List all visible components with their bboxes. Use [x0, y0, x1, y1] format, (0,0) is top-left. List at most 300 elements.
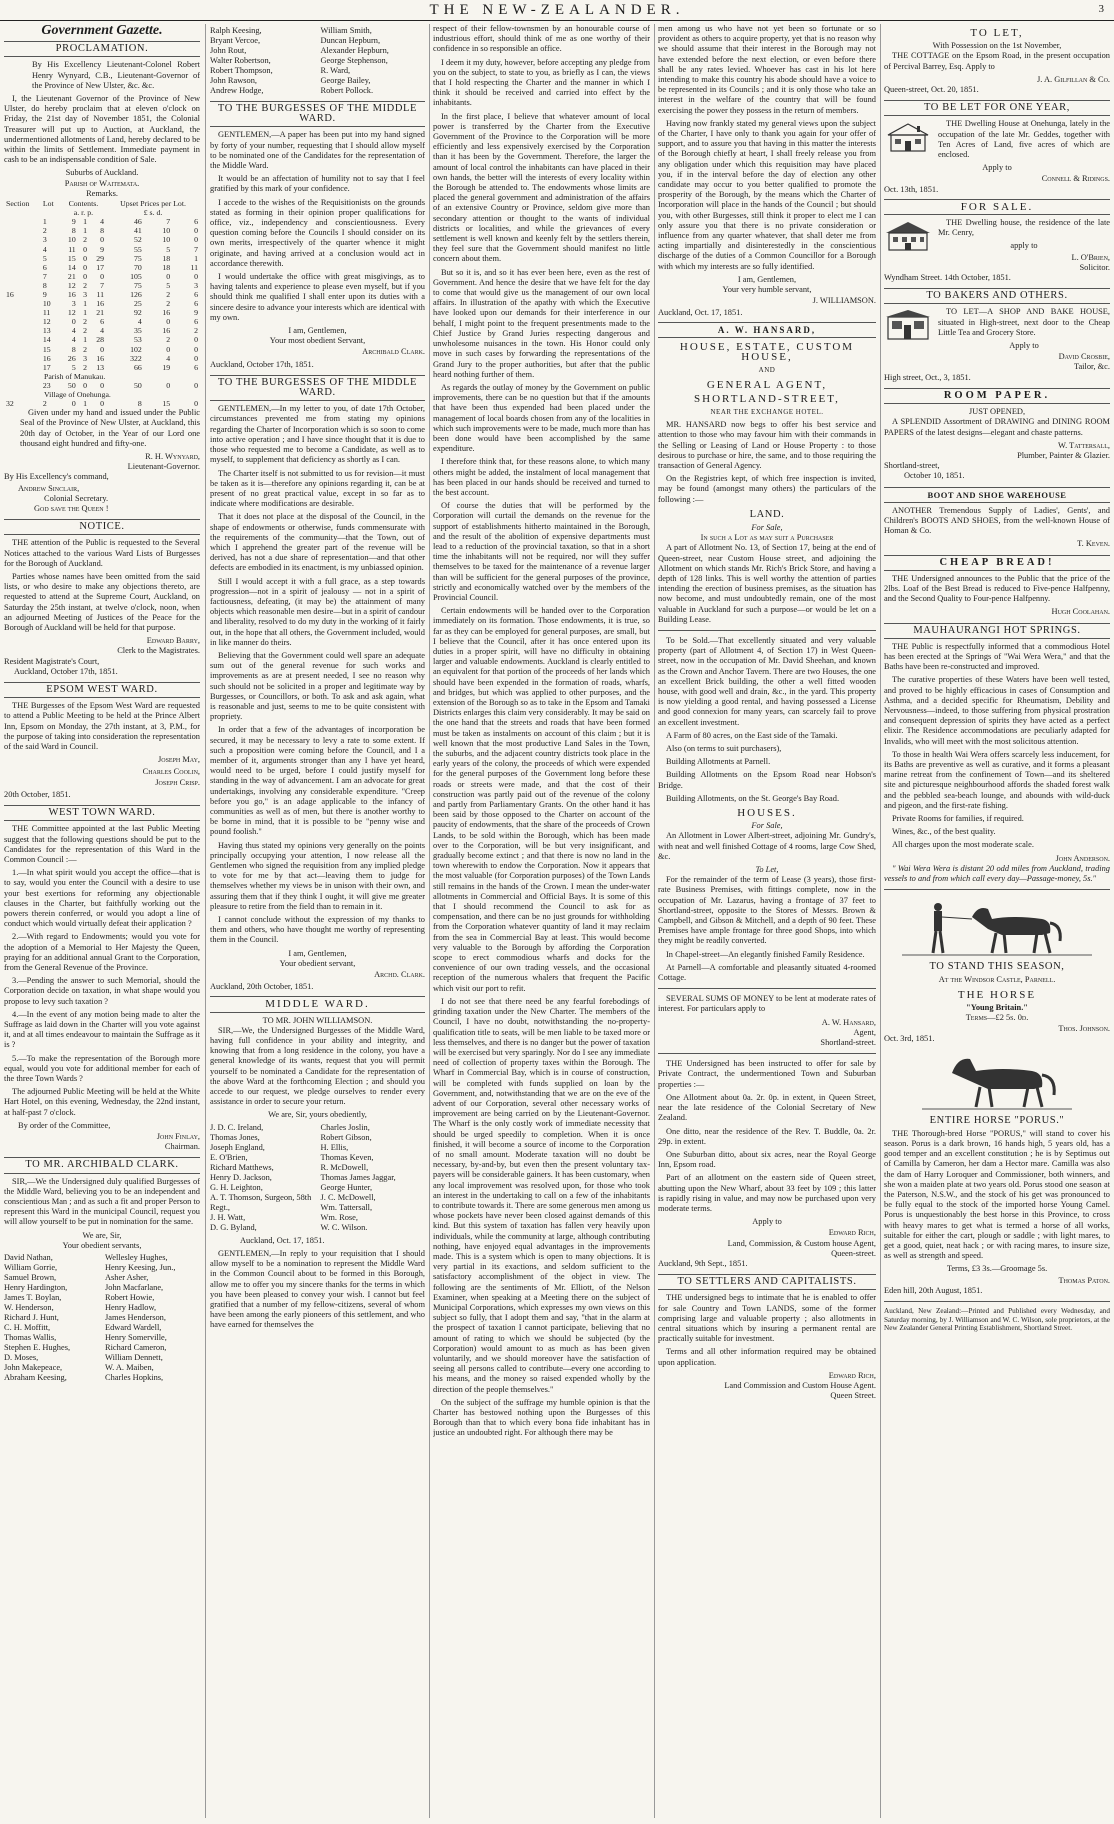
to-let-label: To Let,	[755, 865, 779, 875]
table-row: 17 5 2 13 66 19 6	[42, 362, 198, 372]
signature-title: Shortland-street.	[820, 1038, 876, 1048]
notice-body: THE attention of the Public is requested to the Several Notices attached to the various Ward Lists of Burgesses for the Borough of Auckland.	[4, 538, 200, 568]
signature-title: Plumber, Painter & Glazier.	[1017, 450, 1110, 460]
springs-note: " Wai Wera Wera is distant 20 odd miles from Auckland, trading vessels to and from which call every day—Passage-money, 5s."	[884, 863, 1110, 884]
table-row: 5 15 0 29 75 18 1	[42, 253, 198, 263]
ad-date: Eden hill, 20th August, 1851.	[884, 1285, 983, 1295]
table-row: 2 8 1 8 41 10 0	[42, 226, 198, 236]
springs-paragraph: To those in health Wai Wera offers scarcely less inducement, for its Baths are preventive as well as curative, and it forms a pleasant marine retreat from the confinement of Town—and its sheltered site and picturesque neighbourhood affords the shaded forest walk and the pebbled sea-beach lounge, and abounds with wild-duck and pigeon, and the first-rate fishing.	[884, 749, 1110, 810]
boots-heading: BOOT AND SHOE WAREHOUSE	[884, 487, 1110, 503]
signatory-name: A. T. Thomson, Surgeon, 58th Regt.,	[210, 1192, 312, 1212]
porus-heading: ENTIRE HORSE "PORUS."	[929, 1114, 1065, 1126]
remarks-label: Remarks.	[86, 188, 118, 198]
signatory-name: Wm. Rose,	[320, 1212, 358, 1222]
question-item: 5.—To make the representation of the Borough more equal, would you vote for additional member for each of the three Town Wards ?	[4, 1053, 200, 1083]
order-line: By order of the Committee,	[18, 1120, 111, 1130]
col-contents: Contents.	[68, 199, 99, 209]
letter-paragraph: SIR,—We, the Undersigned Burgesses of the Middle Ward, having full confidence in your ability and integrity, and knowing that from a long residence in the colony, you have a general knowledge of its wants, request that you will permit yourself to be nominated a Candidate for the representation of the above Ward at the forthcoming Election ; and should you accede to our request, we pledge ourselves to render every assistance in order to secure your return.	[210, 1025, 425, 1107]
letter-paragraph: In the first place, I believe that whatever amount of local power is transferred by the Charter from the Executive Government of the Province to the Corporation will be more efficiently and less expensively exercised by the Corporation than it has been by the Government. Therefore, the larger the amount of local control the inhabitants can have placed in their own hands, the better will the interests of every locality within the Borough be attended to. The endowments whose limits are placed the general government and administration of the affairs of an extensive Country or Province, seldom give more than secondary attention or thought to the wants of individual districts or localities, and while the grievances of every settlement is well known and keenly felt by the settlers therein, they feel sure that the Government should manifest no little concern about them.	[433, 111, 650, 264]
settlers-body: THE undersigned begs to intimate that he is enabled to offer for sale Country and Town LANDS, some of the former comprising large and valuable property ; also allotments in central situations which by insuring a permanent rental are practically suitable for investment.	[658, 1293, 876, 1344]
table-row: 23 50 0 0 50 0 0	[42, 380, 198, 390]
signatory-name: R. McDowell,	[320, 1162, 369, 1172]
settlers-heading: TO SETTLERS AND CAPITALISTS.	[658, 1274, 876, 1290]
signature: John Anderson.	[1055, 853, 1110, 863]
letter-paragraph: As regards the outlay of money by the Government on public improvements, there can be no question but that if the amounts that have been thus expended had been placed under the management of local boards chosen from any of the localities in which such improvements were to be made, much more than has been done would have been accomplished by the same expenditure.	[433, 382, 650, 454]
signatory-name: Wm. Tattersall,	[320, 1202, 373, 1212]
middle-ward-heading: TO THE BURGESSES OF THE MIDDLE WARD.	[210, 375, 425, 401]
money-body: SEVERAL SUMS OF MONEY to be lent at moderate rates of interest. For particulars apply to	[658, 994, 876, 1014]
signatory-name: Robert Gibson,	[320, 1132, 372, 1142]
shop-icon	[884, 309, 932, 341]
ad-date: Wyndham Street. 14th October, 1851.	[884, 273, 1011, 283]
bakers-body: TO LET—A SHOP AND BAKE HOUSE, situated in High-street, next door to the Cheap Little Tea and Grocery Store.	[938, 307, 1110, 337]
question-item: 4.—In the event of any motion being made to alter the Suffrage as laid down in the Charter will you vote against it, and at all times endeavour to maintain the Suffrage as it is ?	[4, 1009, 200, 1050]
meeting-notice: The adjourned Public Meeting will be held at the White Hart Hotel, on this evening, Wednesday, the 22nd instant, at half-past 7 o'clock.	[4, 1087, 200, 1117]
hansard-body: On the Registries kept, of which free inspection is invited, may be found (amongst many others) the particulars of the following :—	[658, 474, 876, 504]
signatory-name: W. Henderson,	[4, 1303, 54, 1313]
signatory-name: Bryant Vercoe,	[210, 36, 261, 45]
signatory-name: G. H. Leighton,	[210, 1182, 263, 1192]
signatory-name: Edward Wardell,	[105, 1323, 162, 1333]
signature-title: Tailor, &c.	[1073, 362, 1110, 372]
listing-paragraph: Building Allotments at Parnell.	[666, 757, 771, 767]
letter-date: Auckland, October 17th, 1851.	[210, 359, 314, 369]
proclamation-heading: PROCLAMATION.	[4, 41, 200, 57]
signatory-name: J. C. McDowell,	[320, 1192, 376, 1202]
table-row: 1 9 1 4 46 7 6	[42, 217, 198, 227]
question-item: 3.—Pending the answer to such Memorial, should the Corporation decide on taxation, in what shape would you propose to levy such taxation ?	[4, 976, 200, 1006]
signatory-name: Ralph Keesing,	[210, 26, 262, 35]
letter-date: Auckland, 20th October, 1851.	[210, 982, 314, 992]
signature: Thomas Paton.	[1058, 1275, 1110, 1285]
signature: L. O'Brien,	[1071, 252, 1110, 262]
ad-date: October 10, 1851.	[904, 471, 965, 481]
signature: Edward Rich,	[828, 1370, 876, 1380]
clark-body: SIR,—We the Undersigned duly qualified Burgesses of the Middle Ward, believing you to be an independent and conscientious Man ; and as such a fit and proper Person to represent this Ward in the municipal Council, request you will allow yourself to be put in nomination for the same.	[4, 1176, 200, 1227]
signatory-name: D. G. Byland,	[210, 1222, 257, 1232]
signatory-name: Robert Howie,	[105, 1293, 155, 1303]
signatory-name: E. O'Brien,	[210, 1152, 248, 1162]
table-row: 11 12 1 21 92 16 9	[42, 308, 198, 318]
table-row: 13 4 2 4 35 16 2	[42, 326, 198, 336]
settlers-body: Terms and all other information required may be obtained upon application.	[658, 1347, 876, 1367]
table-row: 15 8 2 0 102 0 0	[42, 344, 198, 354]
signatory-name: John Rawson,	[210, 76, 257, 85]
listing-paragraph: To be Sold.—That excellently situated and very valuable property (part of Allotment 4, of Section 17) in West Queen-street, now in the occupation of Mr. David Sheehan, and known as the Crown and Anchor Tavern. There are two Houses, the one an excellent Brick building, the other a well fitted wooden house, with good well and drain, &c., in the yard. This property is now yielding a good rental, and having possessed a License and good connexion for many years, can scarcely fail to prove an excellent investment.	[658, 635, 876, 727]
signature: A. W. Hansard,	[821, 1017, 876, 1027]
signatory-name: H. Ellis,	[320, 1142, 349, 1152]
signatory-name: Robert Thompson,	[210, 66, 273, 75]
signatory-name: C. H. Moffitt,	[4, 1323, 51, 1333]
apply-line: Apply to	[1009, 341, 1039, 351]
signatory-name: John Makepeace,	[4, 1363, 63, 1373]
listing-paragraph: At Parnell—A comfortable and pleasantly situated 4-roomed Cottage.	[658, 962, 876, 983]
epsom-heading: EPSOM WEST WARD.	[4, 682, 200, 698]
signatory-name: Richard Matthews,	[210, 1162, 274, 1172]
col-lot: Lot	[42, 199, 54, 209]
signature-title: Queen-street.	[831, 1248, 876, 1258]
letter-paragraph: GENTLEMEN,—A paper has been put into my hand signed by forty of your number, requesting that I should allow myself to be nominated one of the Candidates for the representation of the Middle Ward.	[210, 130, 425, 171]
addressee: TO MR. JOHN WILLIAMSON.	[262, 1015, 373, 1025]
westtown-body: THE Committee appointed at the last Public Meeting suggest that the following questions should be put to the Candidates for the representation of this Ward in the Common Council :—	[4, 824, 200, 864]
signatory-name: Thomas Keven,	[320, 1152, 374, 1162]
table-row: 16 26 3 16 322 4 0	[42, 353, 198, 363]
col-price: Upset Prices per Lot.	[120, 199, 186, 209]
column-1	[4, 24, 200, 1818]
listing-item: One Allotment about 0a. 2r. 0p. in extent, in Queen Street, near the late residence of the Colonial Secretary of New Zealand.	[658, 1092, 876, 1123]
porus-body: THE Thorough-bred Horse "PORUS," will stand to cover his season. Porus is a dark brown, 16 hands high, 5 years old, has a good temper and an excellent constitution ; he is by Septimus out of Camilla by Cameron, her dam a Hector mare. Camilla was also the dam of Harry Loroquer and Commissioner, both winners, and she won a maiden plate at two years old. Porus stood one season at the Paterson, N.S.W., and the stock of his get was pronounced to be fully equal to the stock of the imported horse Young Camel. Porus is unquestionably the best horse in this Province, to cross with heavy mares to get what is termed a horse of all works, suitable for either the cart, plough or saddle ; with light mares, to get a good, quiet, neat hack ; or with racing mares, to insure size, as well as strength and speed.	[884, 1128, 1110, 1261]
printer-imprint: Auckland, New Zealand:—Printed and Published every Wednesday, and Saturday morning, by J. Williamson and W. C. Wilson, sole proprietors, at the New Zealander General Printing Establishment, Shortland Street.	[884, 1307, 1110, 1333]
parish-2: Parish of Manukau.	[44, 371, 106, 381]
oneyear-body: THE Dwelling House at Onehunga, lately in the occupation of the late Mr. Geddes, together with Ten Acres of Land, five acres of which are enclosed.	[938, 119, 1110, 160]
notice-body: Parties whose names have been omitted from the said lists, or who desire to make any objections thereto, are requested to attend at the Supreme Court, Auckland, on Saturday the 25th instant, at twelve o'clock, noon, when an adjourned Meeting of Justices of the Peace for the Borough of Auckland will be held for that purpose.	[4, 572, 200, 633]
signatory-name: William Gorrie,	[4, 1263, 58, 1273]
epsom-body: THE Burgesses of the Epsom West Ward are requested to attend a Public Meeting to be held at the Prince Albert Inn, Epsom on Monday, the 27th instant, at 3, P.M., for the purpose of taking into consideration the representation of the said Ward in Council.	[4, 701, 200, 752]
signatory-name: Charles Joslin,	[320, 1122, 370, 1132]
oneyear-heading: TO BE LET FOR ONE YEAR,	[884, 100, 1110, 116]
table-row: 7 21 0 0 105 0 0	[42, 271, 198, 281]
ad-date: High street, Oct., 3, 1851.	[884, 372, 971, 382]
closing-line: I am, Gentlemen,	[737, 274, 797, 284]
question-item: 2.—With regard to Endowments; would you vote for the adoption of a Memorial to Her Majesty the Queen, praying for an additional annual Grant to the Corporation, from the General Revenue of the Province.	[4, 932, 200, 972]
apply-line: Apply to	[752, 1217, 782, 1227]
for-sale-label: For Sale,	[751, 522, 783, 532]
letter-paragraph: That it does not place at the disposal of the Council, in the shape of endowments or otherwise, funds commensurate with the requirements of the community—that the Town, out of which I apprehend the greater part of the revenue will be derived, has not a due share of representation—and that other defects are embodied in its enactment, is my unbiassed opinion.	[210, 512, 425, 573]
closing-line: I am, Gentlemen,	[288, 948, 347, 958]
signature: T. Keven.	[1077, 539, 1110, 549]
signatory-name: Stephen E. Hughes,	[4, 1343, 71, 1353]
signature: Connell & Ridings.	[1041, 174, 1110, 184]
signatory-name: Richard Cameron,	[105, 1343, 167, 1353]
signatory-name: Walter Robertson,	[210, 56, 271, 65]
clark-heading: TO MR. ARCHIBALD CLARK.	[4, 1157, 200, 1173]
young-venue: At the Windsor Castle, Parnell.	[938, 975, 1056, 985]
signatories	[210, 1123, 425, 1233]
suburbs-label: Suburbs of Auckland.	[65, 168, 139, 178]
signatory-name: Duncan Hepburn,	[320, 36, 381, 45]
notice-date: Auckland, October 17th, 1851.	[14, 666, 118, 676]
bread-body: THE Undersigned announces to the Public that the price of the 2lbs. Loaf of the Best Bread is reduced to Five-pence Halfpenny, and the Second Quality to Four-pence Halfpenny.	[884, 573, 1110, 604]
letter-date: Auckland, Oct. 17, 1851.	[240, 1235, 325, 1245]
letter-paragraph: I deem it my duty, however, before accepting any pledge from you on the subject, to state to you, as briefly as I can, the views that I hold respecting the Charter and the manner in which I think it should be received and carried into effect by the inhabitants.	[433, 57, 650, 108]
table-row: 12 0 2 6 4 0 6	[42, 317, 198, 327]
letter-date: Auckland, Oct. 17, 1851.	[658, 308, 743, 318]
signature: David Crosbie,	[1058, 352, 1110, 362]
springs-paragraph: Wines, &c., of the best quality.	[892, 827, 996, 837]
signature-title: Lieutenant-Governor.	[127, 462, 200, 472]
signatory-name: Asher Asher,	[105, 1273, 149, 1283]
signatory-name: D. Moses,	[4, 1353, 39, 1363]
springs-heading: MAUHAURANGI HOT SPRINGS.	[884, 623, 1110, 639]
letter-paragraph: Of course the duties that will be performed by the Corporation will curtail the demands on the revenue for the support of establishments hitherto maintained in the Borough, and the result of the abolition of expensive departments must lead to a reduction of the provincial taxation, so that in a short time the inhabitants will not be required, nor will they suffer themselves to be taxed for the maintenance of a revenue larger than will be sufficient for the general purposes of the province, strictly and economically watched over by the members of the Provincial Council.	[433, 501, 650, 602]
letter-paragraph: I would undertake the office with great misgivings, as to having talents and experience to please even myself, but if you should think me qualified I shall enter upon its duties with a sincere desire to advance your interests which are identical with my own.	[210, 272, 425, 322]
signatory-name: Henry Keesing, Jun.,	[105, 1263, 176, 1273]
letter-paragraph: I do not see that there need be any fearful forebodings of grinding taxation under the New Charter. The members of the Council, I have no doubt, notwithstanding the no-property-qualification title to seats, will be men liable to be taxed more or less themselves, and there is no danger but the power of taxation will be exercised but very sparingly. Nor do I see any immediate need of collection of property taxes within the Borough. The Wharf in Commercial Bay, which is in course of construction, will be completed with funds supplied on loan by the Government, and, notwithstanding that we are on the eve of the advent of our Corporation, several other necessary works of improvement are being carried on by the Lieutenant-Governor. The Wharf is the only costly work of immediate necessity that should be urged speedily to completion. When it is once finished, it will become a source of income to the Corporation of no small amount. Moderate taxation will no doubt be necessary, by-and-by, but even then the present voluntary tax-payers will be considerable gainers. It has been customary, when any local improvement was resolved upon, for those who took an interest in the undertaking to call on a few of the inhabitants to contribute towards it. There are some generous men among us whose pockets have never been closed against demands of this kind. But this system of taxation has fallen very heavily upon individuals, while the community at large, although contributing nothing, have enjoyed equal advantages in the improvements made. This is a system which is open to many objections. It is very partial in its exactions, and seldom sufficient to the satisfactory accomplishment of the object in view. The following are the sentiments of Mr. Elliott, of the Nelson Examiner, when speaking at a Meeting there on the subject of Municipal Corporations, which expresses my own views on this subject so fully, that I adopt them and say, "that in the alarm at the prospect of taxation I cannot participate, believing that no amount of rating to which we should be subjected (by the Corporation) would amount to as much as has been given voluntarily, and we should moreover have the satisfaction of seeing all persons called to contribute—every one according to his means, and the money so raised expended wholly by the direction of the people themselves."	[433, 996, 650, 1394]
divider	[658, 630, 876, 631]
signature-title: Chairman.	[164, 1142, 200, 1152]
signature: W. Tattersall,	[1057, 440, 1110, 450]
forsale-body: THE Dwelling house, the residence of the late Mr. Cenry,	[938, 218, 1110, 238]
signatory-name: Henry Hadlow,	[105, 1303, 157, 1313]
signatories	[210, 26, 425, 96]
letter-paragraph: The Charter itself is not submitted to us for revision—it must be taken as it is—therefore any opinions regarding it, can be at present of no great practical value, except in so far as to indicate where modifications are desirable.	[210, 468, 425, 509]
letter-paragraph: Certain endowments will be handed over to the Corporation immediately on its formation. Those endowments, it is true, so far as they can be employed for general purposes, are small, but I believe that the Council, after it has once entered upon its duties in a proper spirit, will have no difficulty in obtaining larger and valuable endowments. Auckland is clearly entitled to an equivalent for that portion of the proceeds of her lands which should have been expended in the formation of roads, wharfs, and bridges, but which was applied to other purposes, and the extension of the Borough so as to take in the Epsom and Tamaki Districts enlarges this claim very considerably. It may be said on the one hand that the streets and roads that have been formed must be taken as instalments on account of this claim ; but it is well known that the most productive Land Sales in the Town, the suburbs, and the adjacent country districts took place in the early years of the colony, the proceeds of which were expended for the general purposes of the Government long before these roads or streets were made, and that the cost of their construction was partly paid out of the revenue of the colony and partly from Parliamentary Grants. On the other hand it has been said by those opposed to the Charter on account of the paucity of endowments, that the share of the proceeds of Crown Lands, to be sold within the Borough, which has been made over to the Corporation, will be but very insignificant, and gradually become extinct ; and that there is now no land in the town wherewith to endow the Corporation. Now it appears that the most valuable (for Corporation purposes) of the Town Lands still remains in the hands of the Crown. I mean the under-water allotments in Commercial and Official Bays. It is some of this that I should recommend the Council to ask for as compensation, and there can be no just grounds for withholding from the Corporation whatever quantity of land it may reclaim from the sea in Commercial Bay at least. This would become very valuable to the Borough by affording the Corporation scope to erect commodious wharfs and docks for the convenience of our own trading vessels, and the occasional reception of the numerous whalers that frequent the Pacific which visit our port to refit.	[433, 606, 650, 993]
letter-paragraph: It would be an affectation of humility not to say that I feel gratified by this mark of your confidence.	[210, 174, 425, 194]
listing-date: Auckland, 9th Sept., 1851.	[658, 1258, 748, 1268]
horse-icon	[892, 1049, 1102, 1111]
column-rule	[654, 24, 655, 1818]
forsale-heading: FOR SALE.	[884, 199, 1110, 215]
listing-item: Part of an allotment on the eastern side of Queen street, abutting upon the New Wharf, about 33 feet by 109 ; this latter is rapidly rising in value, and may now be purchased upon very moderate terms.	[658, 1173, 876, 1213]
signature-title: Agent,	[853, 1027, 876, 1037]
village-label: Village of Onehunga.	[44, 390, 111, 400]
for-sale-label: For Sale,	[751, 821, 783, 831]
porus-terms: Terms, £3 3s.—Groomage 5s.	[946, 1264, 1048, 1274]
hansard-body: MR. HANSARD now begs to offer his best service and attention to those who may favour him with their commands in the Selling or Leasing of Land or House Property : to those desirous to purchase or hire, the same, and to those requiring the transaction of General Agency.	[658, 420, 876, 470]
letter-paragraph: I therefore think that, for these reasons alone, to which many others might be added, the instalment of local management that has been placed in our hands should be received and turned to the best account.	[433, 457, 650, 497]
table-row: 32 2 0 1 0 8 15 0	[6, 399, 198, 409]
middle-ward-heading: TO THE BURGESSES OF THE MIDDLE WARD.	[210, 101, 425, 127]
hansard-name: A. W. HANSARD,	[658, 322, 876, 338]
letter-paragraph: Still I would accept it with a full grace, as a step towards progression—not in a spirit of jealousy — not in a spirit of factiousness, defeating, (it may be) the attainment of many objects which reasonable men desire—but in a spirit of candour and liberality, resolved to do my duty in the working of it fairly out, in the hope that all others, the Government included, would in like manner do theirs.	[210, 576, 425, 647]
signature: Hugh Coolahan.	[1051, 607, 1110, 617]
table-header	[4, 199, 200, 208]
young-horse-label: THE HORSE	[957, 988, 1037, 1001]
epsom-date: 20th October, 1851.	[4, 789, 71, 799]
springs-paragraph: THE Public is respectfully informed that a commodious Hotel has been erected at the Springs of "Wai Wera Wera," and that the Baths have been re-constructed and improved.	[884, 641, 1110, 672]
column-2	[210, 24, 425, 1818]
boots-body: ANOTHER Tremendous Supply of Ladies', Gents', and Children's BOOTS AND SHOES, from the well-known House of Homan & Co.	[884, 505, 1110, 536]
gazette-heading: Government Gazette.	[41, 24, 163, 38]
springs-paragraph: All charges upon the most moderate scale.	[892, 840, 1034, 850]
tolet-heading: TO LET,	[970, 27, 1024, 39]
signature: Thos. Johnson.	[1058, 1024, 1110, 1034]
notice-place: Resident Magistrate's Court,	[4, 656, 100, 666]
hansard-line: SHORTLAND-STREET,	[694, 392, 840, 405]
letter-paragraph: respect of their fellow-townsmen by an honourable course of industrious effort, should think of me as one worthy of their confidence in so responsible an office.	[433, 24, 650, 54]
letter-paragraph: Having now frankly stated my general views upon the subject of the Charter, I have only to thank you again for your offer of support, and to assure you that having in this matter the interests of the Borough chiefly at heart, I shall freely release you from any obligation under which this requisition may have placed you, if in the interval before the day of election any other candidate may occur to you better qualified to promote the prosperity of the Borough, by the means which the Charter of Incorporation will place in the hands of the Council ; but should you, with other Burgesses, still think it proper to elect me I can only assure you that there is no private consideration or influence from any quarter whatever, that shall deter me from acting impartially and disinterestedly in the conscientious discharge of the duties of a Common Councillor for a Borough with which my interests are so fully identified.	[658, 118, 876, 271]
table-row: 14 4 1 28 53 2 0	[42, 335, 198, 345]
signatory-name: Charles Hopkins,	[105, 1373, 164, 1383]
ad-date: Shortland-street,	[884, 461, 940, 471]
ad-date: Queen-street, Oct. 20, 1851.	[884, 85, 979, 95]
signatory-name: Richard J. Hunt,	[4, 1313, 59, 1323]
paper-body: A SPLENDID Assortment of DRAWING and DINING ROOM PAPERS of the latest designs—elegant and chaste patterns.	[884, 417, 1110, 437]
listing-paragraph: Building Allotments, on the St. George's Bay Road.	[666, 793, 840, 803]
letter-paragraph: I cannot conclude without the expression of my thanks to them and others, who have thought me worthy of representing them in the Council.	[210, 915, 425, 945]
signatory-name: George Bailey,	[320, 76, 371, 85]
divider	[884, 1301, 1110, 1302]
young-heading: TO STAND THIS SEASON,	[929, 961, 1065, 973]
signatory-name: J. D. C. Ireland,	[210, 1122, 264, 1132]
divider	[884, 889, 1110, 890]
signatory-name: R. Ward,	[320, 66, 351, 75]
houses-heading: HOUSES.	[737, 807, 797, 820]
proclamation-by: By His Excellency Lieutenant-Colonel Robert Henry Wynyard, C.B., Lieutenant-Governor of the Province of New Ulster, &c. &c.	[32, 60, 200, 90]
letter-paragraph: Having thus stated my opinions very generally on the points principally occupying your attention, I now release all the Gentlemen who signed the requisition from any implied pledge to vote for me by that act—leaving them to judge for themselves whether my views be in unison with their own, and assuring them that if they think I ought, it will give me greater pleasure to retire from the field than to remain in it.	[210, 840, 425, 911]
table-row: 16 9 16 3 11 126 2 6	[6, 289, 198, 299]
signatory-name: Samuel Brown,	[4, 1273, 57, 1283]
ad-date: Oct. 13th, 1851.	[884, 184, 939, 194]
table-row: 8 12 2 7 75 5 3	[42, 280, 198, 290]
listing-paragraph: For the remainder of the term of Lease (3 years), those first-rate Business Premises, with fittings complete, now in the occupation of Mr. Lazarus, having a frontage of 37 feet to Shortland-street, opposite to the Stores of Messrs. Brown & Campbell, and Gibson & Mitchell, and a depth of 90 feet. These Premises have ample frontage for three good Shops, into which they might be readily converted.	[658, 875, 876, 946]
young-horse-name: "Young Britain."	[966, 1002, 1028, 1012]
young-terms: Terms—£2 5s. 0d.	[965, 1013, 1029, 1023]
signatory-name: W. C. Wilson.	[320, 1222, 368, 1232]
letter-paragraph: men among us who have not yet been so fortunate or so provident as others to acquire property, yet that is no reason why we should assume that their interest in the Borough may not have extended before the next election, or even before there shall be any rates levied. Whoever has cast in his lot here intending to make this country his abode should have a voice to be represented in its Councils ; and it is only those who take an interest in the welfare of the country that will be found exercising the power they possess in the return of members.	[658, 24, 876, 115]
signatory-name: Wellesley Hughes,	[105, 1253, 168, 1263]
letter-paragraph: In order that a few of the advantages of incorporation be secured, it may be necessary to levy a rate to some extent. If such a proposition were coming before the Council, and I a member of it, arguments stronger than any I have yet heard, would need to be urged, before I could justify myself for standing in the way of advancement. I am an advocate for great undertakings, involving any considerable expenditure. "Creep before you go," is an adage applicable to the infancy of communities as well as of men, but there is another worthy to be borne in mind, that it is possible to be "penny wise and pound foolish."	[210, 725, 425, 837]
units-price: £ s. d.	[143, 208, 163, 218]
signatory-name: Joseph England,	[210, 1142, 265, 1152]
apply-line: apply to	[1010, 241, 1038, 251]
tolet-body: THE COTTAGE on the Epsom Road, in the present occupation of Percival Barrey, Esq. Apply to	[884, 51, 1110, 71]
signature: Charles Coolin,	[142, 766, 200, 776]
column-5	[884, 24, 1110, 1818]
house-icon	[884, 121, 932, 153]
signature-title: Colonial Secretary.	[44, 493, 109, 503]
letter-paragraph: Believing that the Government could well spare an adequate sum out of the general revenue for such works and improvements as are at present needed, I see no reason why such should not be solicited in a proper and legitimate way by Burgesses, or Councillors, or both. To ask and ask again, what is reasonable and just, seems to me to be quite consistent with propriety.	[210, 650, 425, 722]
middle-ward-title: MIDDLE WARD.	[210, 996, 425, 1012]
signatory-name: David Nathan,	[4, 1253, 53, 1263]
bakers-heading: TO BAKERS AND OTHERS.	[884, 288, 1110, 304]
given-under: Given under my hand and issued under the Public Seal of the Province of New Ulster, at Auckland, this 20th day of October, in the Year of our Lord one thousand eight hundred and fifty-one.	[20, 408, 200, 448]
notice-heading: NOTICE.	[4, 519, 200, 535]
bread-heading: CHEAP BREAD!	[884, 555, 1110, 571]
signature: Edward Barry,	[146, 636, 200, 646]
closing-line: I am, Gentlemen,	[288, 326, 347, 336]
signatory-name: Alexander Hepburn,	[320, 46, 389, 55]
column-rule	[880, 24, 881, 1818]
yours-line: Your obedient servants,	[62, 1240, 142, 1250]
signature: Archd. Clark.	[374, 970, 425, 980]
house-icon	[884, 220, 932, 252]
signature: Joseph Crisp.	[155, 777, 200, 787]
signatory-name: George Hunter,	[320, 1182, 373, 1192]
signatory-name: Abraham Keesing,	[4, 1373, 67, 1383]
signatory-name: Henry D. Jackson,	[210, 1172, 272, 1182]
closing-line: Your most obedient Servant,	[269, 336, 366, 346]
question-item: 1.—In what spirit would you accept the office—that is to say, would you enter the Council with a desire to use your best exertions for reforming any objectionable clauses in the Charter, but faithfully working out the powers therein conferred, or would you adopt a line of conduct which would virtually defeat their application ?	[4, 868, 200, 929]
land-table	[4, 199, 200, 408]
col-section: Section	[6, 199, 30, 209]
signatory-name: William Smith,	[320, 26, 372, 35]
signatory-name: Thomas Wallis,	[4, 1333, 57, 1343]
lot-label: In such a Lot as may suit a Purchaser	[700, 533, 834, 543]
listing-paragraph: In Chapel-street—An elegantly finished Family Residence.	[666, 949, 865, 959]
table-units	[4, 208, 200, 217]
signatories	[4, 1253, 200, 1383]
signature: Joseph May,	[157, 755, 200, 765]
signature: Archibald Clark.	[362, 347, 425, 357]
signature: Edward Rich,	[828, 1228, 876, 1238]
apply-line: Apply to	[982, 163, 1012, 173]
signatory-name: Thomas Jones,	[210, 1132, 260, 1142]
letter-paragraph: But so it is, and so it has ever been here, even as the rest of Government. And hence the desire that we have felt for the day to come that would give us the management of our own local affairs. In illustration of the apathy with which the Executive have looked upon our demands for their interference in our behalf, I might point to the frequent presentments made to the Chief Justice by Grand Juries respecting dangerous and unwholesome nuisances in the town. His Honor could only move in such cases by forwarding the representations of the Grand Jury to the proper authorities, but after that the public heard nothing further of them.	[433, 267, 650, 379]
signatory-name: Robert Pollock.	[320, 86, 374, 95]
closing-line: Your obedient servant,	[279, 958, 356, 968]
hansard-line: HOUSE, ESTATE, CUSTOM HOUSE,	[679, 340, 855, 364]
god-save-queen: God save the Queen !	[34, 504, 109, 514]
units-contents: a. r. p.	[73, 208, 94, 218]
signatory-name: John Macfarlane,	[105, 1283, 164, 1293]
table-row: 6 14 0 17 70 18 11	[42, 262, 198, 272]
ad-date: Oct. 3rd, 1851.	[884, 1034, 935, 1044]
springs-paragraph: The curative properties of these Waters have been well tested, and proved to be highly efficacious in cases of Consumption and Asthma, and a decided specific for Rheumatism, Debility and Nervousness—indeed, to those suffering from physical prostration and consequent depression of spirits they have acted as a perfect elixir. The Residence accommodations are peculiarly adapted for Invalids, who will meet with the most solicitous attention.	[884, 675, 1110, 746]
table-row: 4 11 0 9 55 5 7	[42, 244, 198, 254]
signature: John Finlay,	[156, 1132, 200, 1141]
horse-with-groom-icon	[892, 895, 1102, 957]
springs-paragraph: Private Rooms for families, if required.	[892, 814, 1024, 823]
land-heading: LAND.	[749, 508, 785, 520]
letter-paragraph: GENTLEMEN,—In reply to your requisition that I should allow myself to be a nomination to represent the Middle Ward in the Common Council about to be formed in this Borough, allow me to offer you my sincere thanks for the terms in which you have been pleased to convey your wish. I cannot but feel gratified that a number of my fellow-citizens, several of whom have been among the early pioneers of this settlement, and who have earned for themselves the	[210, 1248, 425, 1330]
signature: Andrew Sinclair,	[18, 483, 80, 493]
signature-title: Solicitor.	[1079, 262, 1110, 272]
listing-paragraph: Building Allotments on the Epsom Road near Hobson's Bridge.	[658, 770, 876, 790]
letter-paragraph: I accede to the wishes of the Requisitionists on the grounds stated as forming in their opinion proper qualifications for office, viz., independency and conscientiousness. Every question coming before the Councils I should consider on its own merits, irrespectively of the quarter whence it might originate, and having arrived at a conclusion would act in accordance therewith.	[210, 197, 425, 268]
signatory-name: William Dennett,	[105, 1353, 163, 1363]
signature: R. H. Wynyard,	[145, 452, 200, 462]
closing-line: Your very humble servant,	[722, 285, 812, 295]
hansard-line: GENERAL AGENT,	[706, 378, 828, 391]
column-3	[433, 24, 650, 1818]
room-paper-heading: ROOM PAPER.	[884, 388, 1110, 404]
column-rule	[205, 24, 206, 1818]
listing-paragraph: Also (on terms to suit purchasers),	[666, 744, 782, 753]
we-are-line: We are, Sir, yours obediently,	[268, 1110, 367, 1120]
command-line: By His Excellency's command,	[4, 472, 109, 482]
hansard-line: NEAR THE EXCHANGE HOTEL.	[710, 407, 824, 416]
signatory-name: Thomas James Jaggar,	[320, 1172, 396, 1182]
signatory-name: John Rout,	[210, 46, 247, 55]
listing-item: One ditto, near the residence of the Rev. T. Buddle, 0a. 2r. 29p. in extent.	[658, 1126, 876, 1146]
listing-item: One Suburban ditto, about six acres, near the Royal George Inn, Epsom road.	[658, 1149, 876, 1170]
signatory-name: James T. Boylan,	[4, 1293, 62, 1303]
listing-paragraph: An Allotment in Lower Albert-street, adjoining Mr. Gundry's, with neat and well finished Cottage of 4 rooms, large Cow Shed, &c.	[658, 831, 876, 861]
divider	[658, 988, 876, 989]
signature: J. WILLIAMSON.	[812, 296, 876, 306]
parish-label: Parish of Waitemata.	[64, 178, 140, 188]
signature-title: Queen Street.	[830, 1391, 876, 1401]
hansard-line: AND	[758, 366, 776, 375]
signature: J. A. Gilfillan & Co.	[1037, 74, 1110, 84]
masthead	[0, 0, 1114, 21]
signatory-name: J. H. Watt,	[210, 1212, 246, 1222]
signatory-name: George Stephenson,	[320, 56, 388, 65]
table-row: 3 10 2 0 52 10 0	[42, 235, 198, 245]
paper-sub: JUST OPENED,	[968, 407, 1026, 417]
listing-paragraph: A part of Allotment No. 13, of Section 17, being at the end of Queen-street, near Custom House street, and adjoining the Allotment on which stands Mr. Rich's Brick Store, and having a depth of 128 links. This is well worthy the attention of parties intending the erection of business premises, as the situation has now become, and must undoubtedly remain, one of the most valuable in Auckland for such a purpose—or would be let on a Building Lease.	[658, 543, 876, 624]
column-4	[658, 24, 876, 1818]
divider	[658, 1053, 876, 1054]
signature-title: Clerk to the Magistrates.	[117, 646, 200, 656]
tolet-sub: With Possession on the 1st November,	[932, 41, 1062, 51]
letter-paragraph: On the subject of the suffrage my humble opinion is that the Charter has bestowed nothing upon the Burgesses of this Borough than that to which every bona fide inhabitant has in justice an undoubted right. For although there may be	[433, 1397, 650, 1438]
signature-title: Land Commission and Custom House Agent.	[724, 1380, 876, 1390]
rich-body: THE Undersigned has been instructed to offer for sale by Private Contract, the undermentioned Town and Suburban properties :—	[658, 1059, 876, 1089]
proclamation-body: I, the Lieutenant Governor of the Province of New Ulster, do hereby proclaim that at eleven o'clock on Friday, the 21st day of November 1851, the Colonial Treasurer will put up to Auction, at Auckland, the undermentioned allotments of Land, hereby declared to be within the limits of Settlement. Immediate payment in cash to be an indispensable condition of Sale.	[4, 94, 200, 165]
letter-paragraph: GENTLEMEN,—In my letter to you, of date 17th October, circumstances prevented me from stating my opinions regarding the Charter of Incorporation which is so soon to come into active operation ; and I have since thought that it is due to those who requested me to become a Candidate, as well as to myself, to supplement that deficiency as shortly as I can.	[210, 404, 425, 465]
signature-title: Land, Commission, & Custom house Agent,	[727, 1238, 876, 1248]
signatory-name: Henry Somerville,	[105, 1333, 167, 1343]
signatory-name: Henry Hardington,	[4, 1283, 68, 1293]
signatory-name: W. A. Maiben,	[105, 1363, 154, 1373]
signatory-name: James Henderson,	[105, 1313, 166, 1323]
listing-paragraph: A Farm of 80 acres, on the East side of the Tamaki.	[666, 730, 838, 740]
page-number: 3	[1098, 3, 1104, 15]
signatory-name: Andrew Hodge,	[210, 86, 264, 95]
we-are-line: We are, Sir,	[82, 1230, 122, 1240]
